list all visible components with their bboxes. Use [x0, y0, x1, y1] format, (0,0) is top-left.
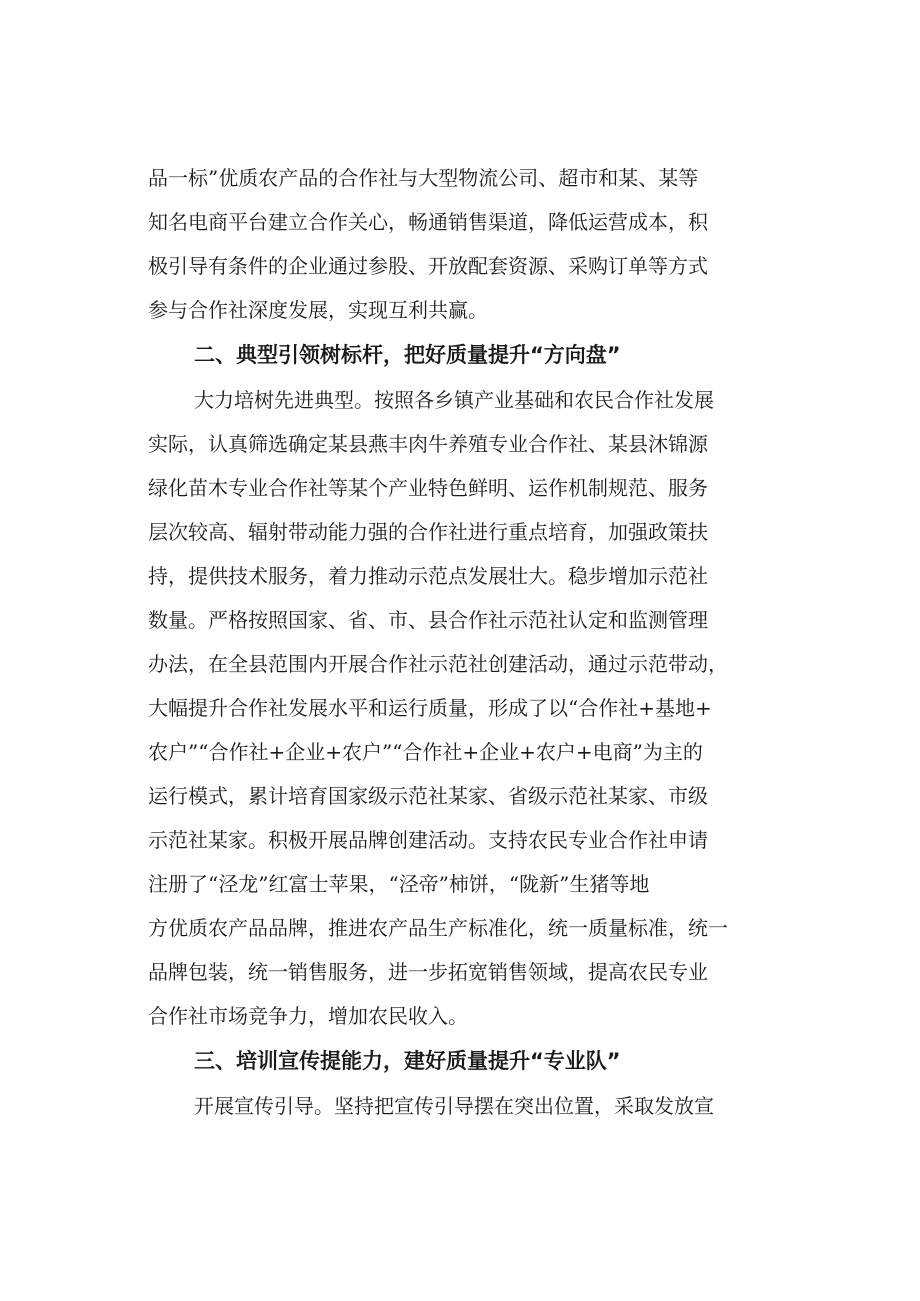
text-line: 层次较高、辐射带动能力强的合作社进行重点培育，加强政策扶	[148, 520, 708, 544]
text-line: 示范社某家。积极开展品牌创建活动。支持农民专业合作社申请	[148, 828, 708, 852]
text-line: 运行模式，累计培育国家级示范社某家、省级示范社某家、市级	[148, 784, 708, 808]
text-line: 数量。严格按照国家、省、市、县合作社示范社认定和监测管理	[148, 608, 708, 632]
text-line: 注册了“泾龙”红富士苹果，“泾帝”柿饼，“陇新”生猪等地	[148, 872, 650, 896]
text-line: 品一标”优质农产品的合作社与大型物流公司、超市和某、某等	[148, 166, 699, 190]
text-line: 绿化苗木专业合作社等某个产业特色鲜明、运作机制规范、服务	[148, 476, 708, 500]
text-line: 方优质农产品品牌，推进农产品生产标准化，统一质量标准，统一	[148, 916, 728, 940]
paragraph-1	[148, 156, 808, 332]
text-line: 大力培树先进典型。按照各乡镇产业基础和农民合作社发展	[194, 388, 714, 412]
document-body	[148, 156, 808, 1128]
paragraph-3	[148, 1084, 808, 1128]
text-line: 大幅提升合作社发展水平和运行质量，形成了以“合作社+基地+	[148, 696, 712, 720]
text-line: 参与合作社深度发展，实现互利共赢。	[148, 298, 488, 322]
text-line: 极引导有条件的企业通过参股、开放配套资源、采购订单等方式	[148, 254, 708, 278]
section-heading-3: 三、培训宣传提能力，建好质量提升“专业队”	[194, 1049, 621, 1073]
text-line: 办法，在全县范围内开展合作社示范社创建活动，通过示范带动，	[148, 652, 728, 676]
text-line: 实际，认真筛选确定某县燕丰肉牛养殖专业合作社、某县沐锦源	[148, 432, 708, 456]
text-line: 知名电商平台建立合作关心，畅通销售渠道，降低运营成本，积	[148, 210, 708, 234]
text-line: 持，提供技术服务，着力推动示范点发展壮大。稳步增加示范社	[148, 564, 708, 588]
text-line: 农户”“合作社+企业+农户”“合作社+企业+农户+电商”为主的	[148, 740, 703, 764]
section-heading-2: 二、典型引领树标杆，把好质量提升“方向盘”	[194, 343, 621, 367]
paragraph-2	[148, 378, 808, 1038]
text-line: 品牌包装，统一销售服务，进一步拓宽销售领域，提高农民专业	[148, 960, 708, 984]
text-line: 开展宣传引导。坚持把宣传引导摆在突出位置，采取发放宣	[194, 1094, 714, 1118]
text-line: 合作社市场竞争力，增加农民收入。	[148, 1004, 468, 1028]
